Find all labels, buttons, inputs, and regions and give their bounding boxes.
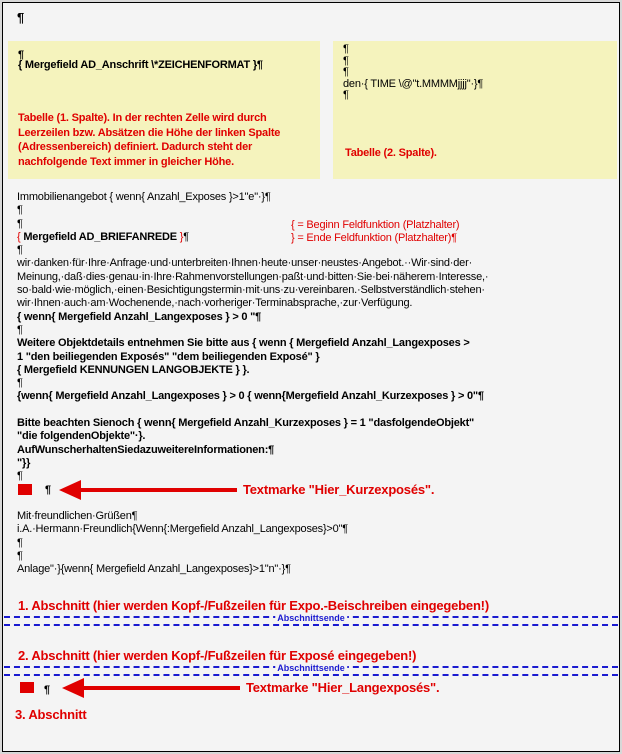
closing-line: Anlage"·}{wenn{ Mergefield Anzahl_Langexposes}>1"n"·}¶ <box>17 563 291 576</box>
closing-line: Mit·freundlichen·Grüßen¶ <box>17 510 138 522</box>
time-field: den·{ TIME \@"t.MMMMjjjj"·}¶ <box>343 77 484 90</box>
field-code-line: Weitere Objektdetails entnehmen Sie bitte aus { wenn { Mergefield Anzahl_Langexposes > <box>17 337 470 350</box>
note-line: Leerzeilen bzw. Absätzen die Höhe der linken Spalte <box>18 126 281 139</box>
pilcrow: ¶ <box>343 43 349 55</box>
field-code-line: { wenn{ Mergefield Anzahl_Langexposes } > 0 "¶ <box>17 310 262 323</box>
right-cell-note: Tabelle (2. Spalte). <box>345 147 437 159</box>
bookmark-icon <box>20 682 34 693</box>
field-code-line: AufWunscherhaltenSiedazuweitereInformationen:¶ <box>17 443 275 456</box>
closing-block <box>17 510 348 576</box>
pilcrow: ¶ <box>17 244 23 257</box>
brace-open: { <box>17 230 21 243</box>
field-code-line: { Mergefield KENNUNGEN LANGOBJEKTE } }. <box>17 363 250 376</box>
right-cell-lines <box>343 44 483 102</box>
pilcrow: ¶ <box>343 89 349 101</box>
paragraph-line: wir·Ihnen·auch·am·Wochenende,·nach·vorheriger·Terminabsprache,·zur·Verfügung. <box>17 297 413 310</box>
field-code-line: {wenn{ Mergefield Anzahl_Langexposes } > 0 { wenn{Mergefield Anzahl_Kurzexposes } > 0"¶ <box>17 390 484 403</box>
closing-line: i.A.·Hermann·Freundlich{Wenn{:Mergefield Anzahl_Langexposes}>0"¶ <box>17 523 348 536</box>
field-legend <box>291 219 459 245</box>
arrow-shaft <box>79 488 237 492</box>
pilcrow: ¶ <box>17 536 23 549</box>
legend-begin: { = Beginn Feldfunktion (Platzhalter) <box>291 219 460 231</box>
paragraph-line: wir·danken·für·Ihre·Anfrage·und·unterbreiten·Ihnen·heute·unser·neustes·Angebot.··Wir·sind·der· <box>17 257 473 270</box>
bookmark-icon <box>18 484 32 495</box>
pilcrow: ¶ <box>17 549 23 562</box>
mergefield-address: { Mergefield AD_Anschrift \*ZEICHENFORMAT }¶ <box>18 59 263 71</box>
pilcrow: ¶ <box>17 470 23 483</box>
pilcrow: ¶ <box>343 54 349 67</box>
bookmark-label: Textmarke "Hier_Langexposés". <box>246 680 440 695</box>
note-line: Tabelle (1. Spalte). In der rechten Zelle wird durch <box>18 112 267 124</box>
field-code-line: "}} <box>17 456 31 469</box>
note-line: (Adressenbereich) definiert. Dadurch steht der <box>18 141 253 153</box>
section-2-label: 2. Abschnitt (hier werden Kopf-/Fußzeilen für Exposé eingegeben!) <box>18 648 417 663</box>
pilcrow: ¶ <box>18 49 24 61</box>
pilcrow: ¶ <box>17 10 25 25</box>
paragraph-line: so·bald·wie·möglich,·einen·Besichtigungstermin·mit·uns·zu·vereinbaren.·Selbstverständlich·stehen· <box>17 284 485 297</box>
field-code-line: Bitte beachten Sienoch { wenn{ Mergefield Anzahl_Kurzexposes } = 1 "dasfolgendeObjekt" <box>17 417 475 430</box>
field-code-line: 1 "den beiliegenden Exposés" "dem beiliegenden Exposé" } <box>17 350 320 363</box>
subject-line: Immobilienangebot { wenn{ Anzahl_Exposes }>1"e"·}¶ <box>17 191 271 203</box>
note-line: nachfolgende Text immer in gleicher Höhe. <box>18 155 234 168</box>
pilcrow: ¶ <box>17 323 23 336</box>
section-3-label: 3. Abschnitt <box>15 707 87 722</box>
arrow-left-icon <box>62 678 84 698</box>
table-cell-left <box>8 41 320 179</box>
pilcrow: ¶ <box>343 66 349 78</box>
brace-close: } <box>179 230 184 243</box>
section-1-label: 1. Abschnitt (hier werden Kopf-/Fußzeilen für Expo.-Beischreiben eingegeben!) <box>18 598 489 613</box>
pilcrow: ¶ <box>17 217 23 230</box>
pilcrow: ¶ <box>183 230 189 243</box>
pilcrow: ¶ <box>44 684 50 696</box>
mergefield-label: Mergefield AD_BRIEFANREDE <box>20 230 180 243</box>
bookmark-label: Textmarke "Hier_Kurzexposés". <box>243 482 435 497</box>
arrow-left-icon <box>59 480 81 500</box>
section-break-label: Abschnittsende <box>277 663 345 673</box>
legend-end: } = Ende Feldfunktion (Platzhalter)¶ <box>291 232 457 244</box>
pilcrow: ¶ <box>45 484 51 496</box>
section-break-label: Abschnittsende <box>277 613 345 623</box>
left-cell-note <box>18 111 280 169</box>
pilcrow: ¶ <box>17 204 23 217</box>
arrow-shaft <box>82 686 240 690</box>
section-break <box>4 663 618 676</box>
section-break <box>4 613 618 626</box>
pilcrow: ¶ <box>17 377 23 390</box>
field-code-line: "die folgendenObjekte"·}. <box>17 430 146 443</box>
document-page <box>2 2 620 752</box>
paragraph-line: Meinung,·daß·dies·genau·in·Ihre·Rahmenvorstellungen·paßt·und·bitten·Sie·bei·näherem·Interesse,· <box>17 270 489 283</box>
table-cell-right <box>333 41 617 179</box>
